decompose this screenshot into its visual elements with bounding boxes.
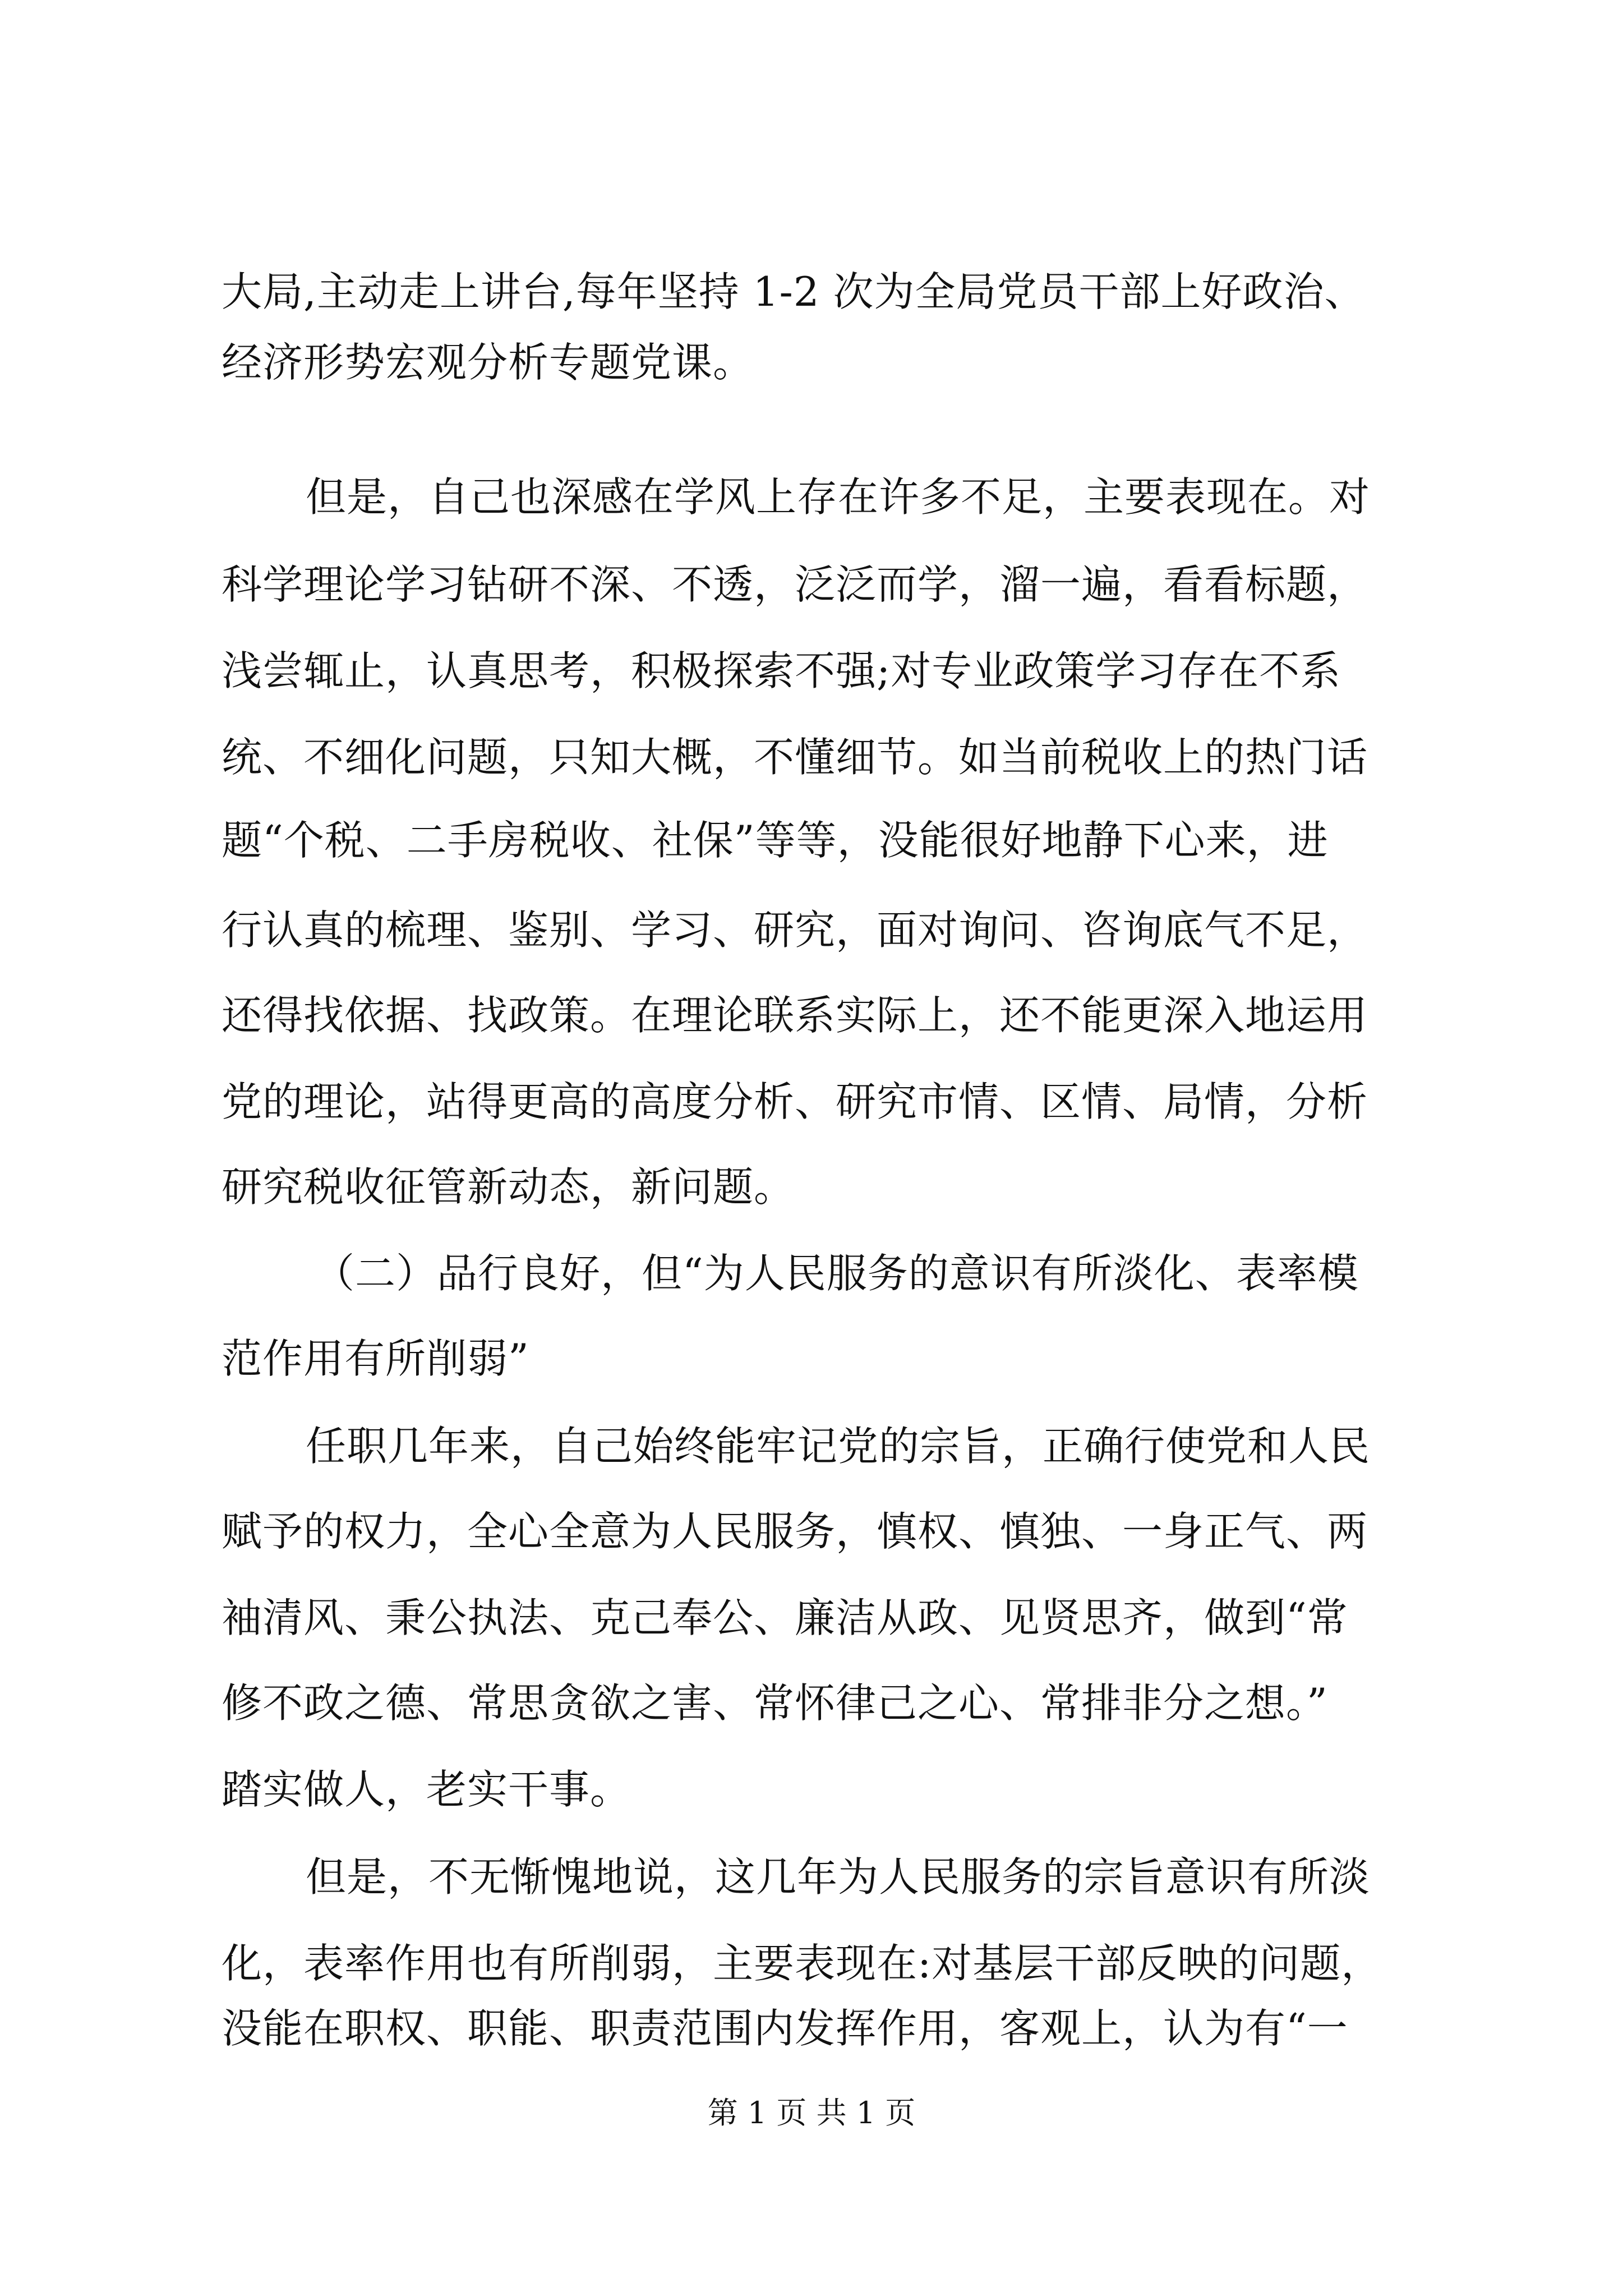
- text-line: 但是，不无惭愧地说，这几年为人民服务的宗旨意识有所淡: [306, 1853, 1371, 1901]
- text-line: 任职几年来，自己始终能牢记党的宗旨，正确行使党和人民: [306, 1423, 1371, 1470]
- section-heading-line: 范作用有所削弱”: [222, 1335, 529, 1382]
- text-line: 还得找依据、找政策。在理论联系实际上，还不能更深入地运用: [222, 992, 1368, 1039]
- text-line: 大局,主动走上讲台,每年坚持 1-2 次为全局党员干部上好政治、: [222, 268, 1366, 315]
- text-line: 袖清风、秉公执法、克己奉公、廉洁从政、见贤思齐，做到“常: [222, 1594, 1348, 1641]
- text-line: 行认真的梳理、鉴别、学习、研究，面对询问、咨询底气不足，: [222, 907, 1368, 954]
- text-line: 浅尝辄止，认真思考，积极探索不强;对专业政策学习存在不系: [222, 647, 1341, 694]
- page-footer: 第 1 页 共 1 页: [707, 2095, 916, 2131]
- text-line: 统、不细化问题，只知大概，不懂细节。如当前税收上的热门话: [222, 734, 1368, 781]
- section-heading-line: （二）品行良好，但“为人民服务的意识有所淡化、表率模: [314, 1250, 1359, 1297]
- text-line: 科学理论学习钻研不深、不透，泛泛而学，溜一遍，看看标题，: [222, 561, 1368, 608]
- text-line: 研究税收征管新动态，新问题。: [222, 1163, 795, 1211]
- text-line: 但是，自己也深感在学风上存在许多不足，主要表现在。对: [306, 473, 1371, 521]
- text-line: 踏实做人，老实干事。: [222, 1766, 631, 1813]
- text-line: 题“个税、二手房税收、社保”等等，没能很好地静下心来，进: [222, 817, 1329, 864]
- text-line: 经济形势宏观分析专题党课。: [222, 339, 754, 386]
- text-line: 没能在职权、职能、职责范围内发挥作用，客观上，认为有“一: [222, 2005, 1348, 2052]
- text-line: 化，表率作用也有所削弱，主要表现在:对基层干部反映的问题，: [222, 1940, 1382, 1987]
- text-line: 党的理论，站得更高的高度分析、研究市情、区情、局情，分析: [222, 1078, 1368, 1125]
- text-line: 修不政之德、常思贪欲之害、常怀律己之心、常排非分之想。”: [222, 1680, 1328, 1727]
- text-line: 赋予的权力，全心全意为人民服务，慎权、慎独、一身正气、两: [222, 1508, 1368, 1555]
